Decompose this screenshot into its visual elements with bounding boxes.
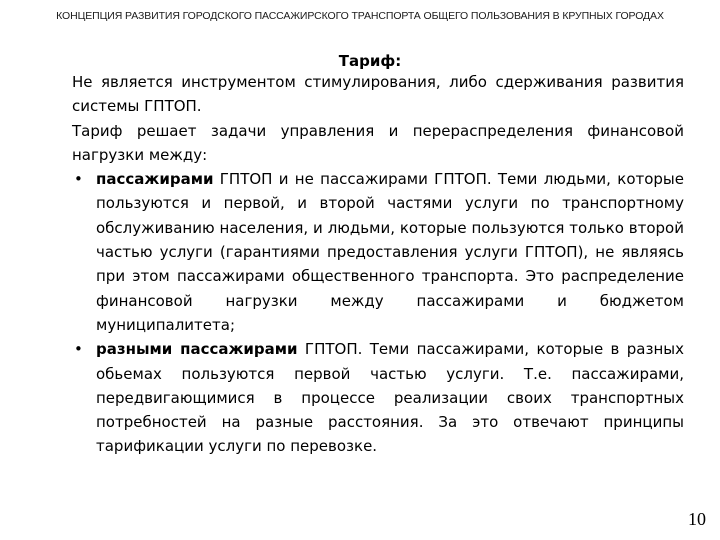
bullet-text: ГПТОП и не пассажирами ГПТОП. Теми людьми, которые пользуются и первой, и второй частями услуги по транспортному обслуживанию населения, и людьми, которые пользуются только второй частью услуги (гарантиями предоставления услуги ГПТОП), не являясь при этом пассажирами общественного транспорта. Это распределение финансовой нагрузки между пассажирами и бюджетом муниципалитета; <box>96 170 684 334</box>
bullet-item-passengers <box>72 167 684 337</box>
page-number: 10 <box>688 509 706 529</box>
bullet-term: разными пассажирами <box>96 340 298 359</box>
bullet-term: пассажирами <box>96 170 214 189</box>
bullet-item-different-passengers <box>72 337 684 458</box>
slide-header: КОНЦЕПЦИЯ РАЗВИТИЯ ГОРОДСКОГО ПАССАЖИРСКОГО ТРАНСПОРТА ОБЩЕГО ПОЛЬЗОВАНИЯ В КРУПНЫХ ГОРОДАХ <box>56 10 664 22</box>
slide-title: Тариф: <box>338 52 402 70</box>
slide-body <box>72 70 684 459</box>
bullet-list <box>72 167 684 459</box>
bullet-text: ГПТОП. Теми пассажирами, которые в разных обьемах пользуются первой частью услуги. Т.е. пассажирами, передвигающимися в процессе реализации своих транспортных потребностей на разные расстояния. За это отвечают принципы тарификации услуги по перевозке. <box>96 340 684 456</box>
bullet-icon: • <box>74 170 83 189</box>
bullet-icon: • <box>74 340 83 359</box>
paragraph-2: Тариф решает задачи управления и перераспределения финансовой нагрузки между: <box>72 121 684 164</box>
paragraph-1: Не является инструментом стимулирования, либо сдерживания развития системы ГПТОП. <box>72 73 684 116</box>
